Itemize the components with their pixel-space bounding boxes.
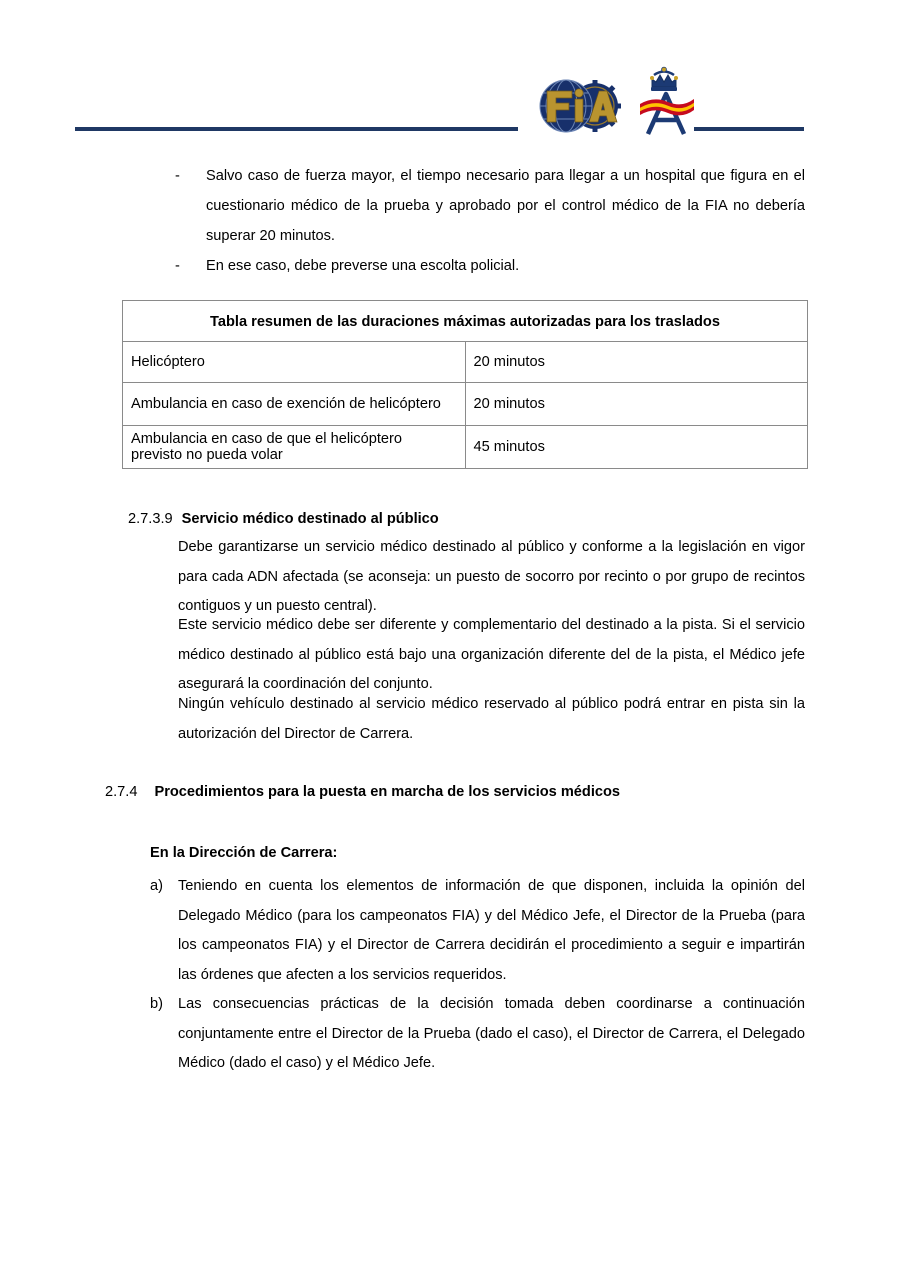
list-item bbox=[150, 872, 805, 990]
header-rule-left bbox=[75, 127, 518, 131]
table-cell-description: Ambulancia en caso de que el helicóptero previsto no pueda volar bbox=[123, 426, 466, 469]
table-header-row bbox=[123, 301, 808, 342]
list-item-text: Teniendo en cuenta los elementos de información de que disponen, incluida la opinión del Delegado Médico (para los campeonatos FIA) y del Médico Jefe, el Director de la Prueba (para los campeonatos FIA) y el Director de Carrera decidirán el procedimiento a seguir e impartirán las órdenes que afecten a los servicios requeridos. bbox=[178, 878, 805, 983]
section-2739-paragraph-3 bbox=[178, 690, 805, 749]
table-row bbox=[123, 383, 808, 426]
table-row bbox=[123, 426, 808, 469]
page-header bbox=[0, 0, 905, 145]
list-marker: b) bbox=[150, 996, 163, 1012]
table-cell-description: Helicóptero bbox=[123, 342, 466, 383]
list-item-text: Salvo caso de fuerza mayor, el tiempo necesario para llegar a un hospital que figura en el cuestionario médico de la prueba y aprobado por el control médico de la FIA no debería superar 20 minutos. bbox=[206, 168, 805, 244]
section-2739-paragraph-2 bbox=[178, 611, 805, 700]
table-cell-description: Ambulancia en caso de exención de helicóptero bbox=[123, 383, 466, 426]
paragraph-text: Ningún vehículo destinado al servicio médico reservado al público podrá entrar en pista sin la autorización del Director de Carrera. bbox=[178, 696, 805, 742]
section-number: 2.7.3.9 bbox=[128, 511, 173, 527]
rfeda-logo bbox=[632, 66, 704, 138]
list-item bbox=[150, 990, 805, 1079]
section-274-subheading: En la Dirección de Carrera: bbox=[150, 845, 338, 861]
alpha-ordered-list bbox=[150, 872, 805, 1079]
table-row bbox=[123, 342, 808, 383]
list-item bbox=[175, 251, 805, 281]
section-2739-paragraph-1 bbox=[178, 533, 805, 622]
table-cell-value: 45 minutos bbox=[465, 426, 808, 469]
paragraph-text: Este servicio médico debe ser diferente y complementario del destinado a la pista. Si el servicio médico destinado al público está bajo una organización diferente del de la pista, el Médico jefe asegurará la coordinación del conjunto. bbox=[178, 617, 805, 692]
dash-bullet-list bbox=[175, 161, 805, 281]
list-item-text: En ese caso, debe preverse una escolta policial. bbox=[206, 258, 520, 274]
list-marker: a) bbox=[150, 878, 163, 894]
section-2739-heading bbox=[128, 509, 808, 530]
section-274-heading bbox=[105, 784, 805, 800]
table-cell-value: 20 minutos bbox=[465, 342, 808, 383]
paragraph-text: Debe garantizarse un servicio médico destinado al público y conforme a la legislación en vigor para cada ADN afectada (se aconseja: un puesto de socorro por recinto o por grupo de recintos contiguos y un puesto central). bbox=[178, 539, 805, 614]
fia-logo bbox=[533, 77, 625, 135]
dash-marker: - bbox=[175, 258, 180, 274]
table-title-cell: Tabla resumen de las duraciones máximas autorizadas para los traslados bbox=[123, 301, 808, 342]
list-item bbox=[175, 161, 805, 251]
section-title: Procedimientos para la puesta en marcha de los servicios médicos bbox=[154, 784, 621, 800]
summary-table bbox=[122, 300, 808, 469]
header-rule-right bbox=[694, 127, 804, 131]
section-number: 2.7.4 bbox=[105, 784, 138, 800]
section-title: Servicio médico destinado al público bbox=[181, 511, 439, 527]
dash-marker: - bbox=[175, 168, 180, 184]
list-item-text: Las consecuencias prácticas de la decisión tomada deben coordinarse a continuación conjuntamente entre el Director de la Prueba (dado el caso), el Director de Carrera, el Delegado Médico (dado el caso) y el Médico Jefe. bbox=[178, 996, 805, 1071]
table-cell-value: 20 minutos bbox=[465, 383, 808, 426]
